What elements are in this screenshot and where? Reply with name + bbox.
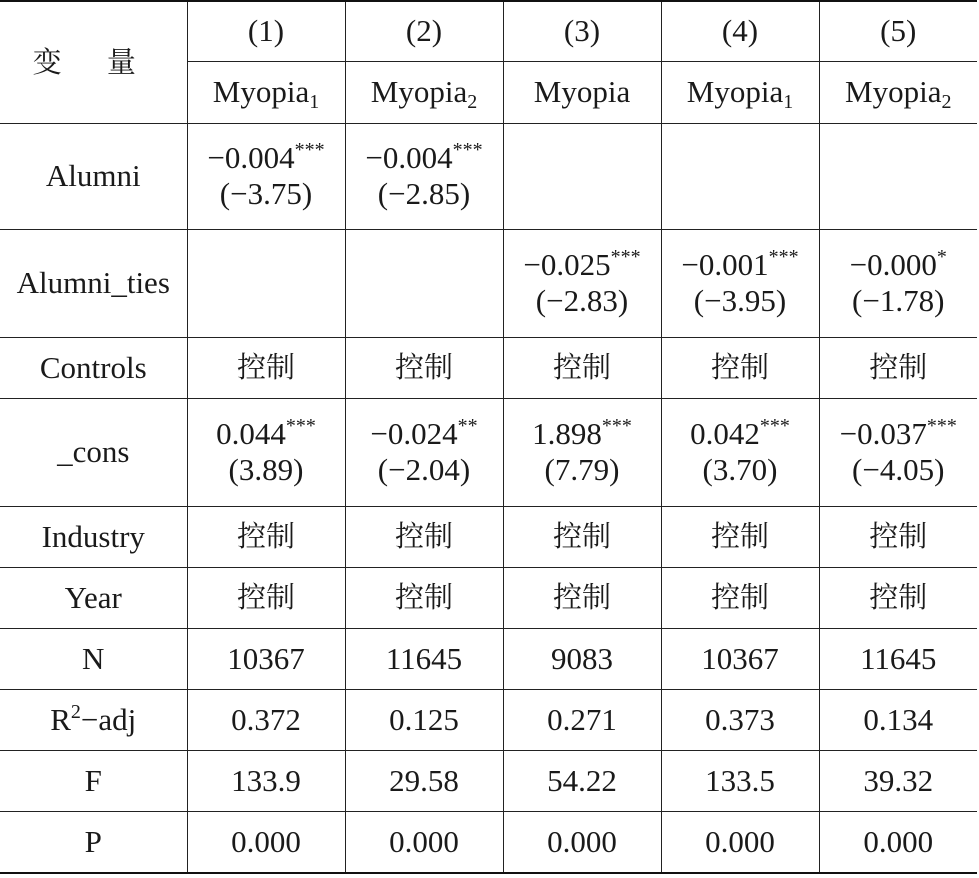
stat-cell: 0.373 [661,689,819,750]
row-year [0,567,977,628]
coef-cell: −0.037*** (−4.05) [819,398,977,506]
stat-cell: 9083 [503,628,661,689]
coef-cell [345,229,503,337]
stat-cell: 0.125 [345,689,503,750]
stat-cell: 0.000 [345,811,503,873]
control-cell: 控制 [819,337,977,398]
stat-cell: 10367 [187,628,345,689]
stat-cell: 0.134 [819,689,977,750]
dependent-variable: Myopia$_1$ [187,61,345,123]
coef-cell [661,123,819,229]
control-cell: 控制 [345,337,503,398]
stat-cell: 39.32 [819,750,977,811]
row-p [0,811,977,873]
dependent-variable: Myopia$_2$ [819,61,977,123]
coef-cell: 0.044*** (3.89) [187,398,345,506]
stat-cell: 0.372 [187,689,345,750]
row-label: P [0,811,187,873]
coef-cell [819,123,977,229]
row-r2-adj [0,689,977,750]
row-n [0,628,977,689]
control-cell: 控制 [187,506,345,567]
row-label: N [0,628,187,689]
stat-cell: 0.000 [187,811,345,873]
control-cell: 控制 [819,506,977,567]
column-number: (3) [503,1,661,61]
control-cell: 控制 [661,337,819,398]
stat-cell: 133.5 [661,750,819,811]
row-label: Alumni_ties [0,229,187,337]
row-cons [0,398,977,506]
control-cell: 控制 [661,506,819,567]
row-alumni [0,123,977,229]
column-number: (5) [819,1,977,61]
row-label: Controls [0,337,187,398]
control-cell: 控制 [819,567,977,628]
row-f [0,750,977,811]
coef-cell: −0.004*** (−2.85) [345,123,503,229]
row-controls [0,337,977,398]
dependent-variable: Myopia$_2$ [345,61,503,123]
control-cell: 控制 [661,567,819,628]
column-number: (2) [345,1,503,61]
stat-cell: 54.22 [503,750,661,811]
column-number: (4) [661,1,819,61]
dependent-variable: Myopia [503,61,661,123]
control-cell: 控制 [345,567,503,628]
coef-cell: 1.898*** (7.79) [503,398,661,506]
header-row-numbers [0,1,977,61]
row-label: Alumni [0,123,187,229]
stat-cell: 29.58 [345,750,503,811]
coef-cell: −0.024** (−2.04) [345,398,503,506]
stat-cell: 0.000 [819,811,977,873]
variable-header: 变 量 [0,1,187,123]
control-cell: 控制 [345,506,503,567]
row-label: Year [0,567,187,628]
row-industry [0,506,977,567]
coef-cell: −0.025*** (−2.83) [503,229,661,337]
control-cell: 控制 [503,567,661,628]
coef-cell: −0.000* (−1.78) [819,229,977,337]
dependent-variable: Myopia$_1$ [661,61,819,123]
row-label: F [0,750,187,811]
stat-cell: 0.000 [661,811,819,873]
stat-cell: 11645 [819,628,977,689]
stat-cell: 133.9 [187,750,345,811]
coef-cell [503,123,661,229]
control-cell: 控制 [187,337,345,398]
stat-cell: 10367 [661,628,819,689]
control-cell: 控制 [503,506,661,567]
column-number: (1) [187,1,345,61]
control-cell: 控制 [503,337,661,398]
coef-cell: 0.042*** (3.70) [661,398,819,506]
stat-cell: 0.000 [503,811,661,873]
row-label: _cons [0,398,187,506]
coef-cell [187,229,345,337]
stat-cell: 11645 [345,628,503,689]
stat-cell: 0.271 [503,689,661,750]
control-cell: 控制 [187,567,345,628]
coef-cell: −0.001*** (−3.95) [661,229,819,337]
row-alumni-ties [0,229,977,337]
row-label: $R^2-adj$ [0,689,187,750]
coef-cell: −0.004*** (−3.75) [187,123,345,229]
row-label: Industry [0,506,187,567]
